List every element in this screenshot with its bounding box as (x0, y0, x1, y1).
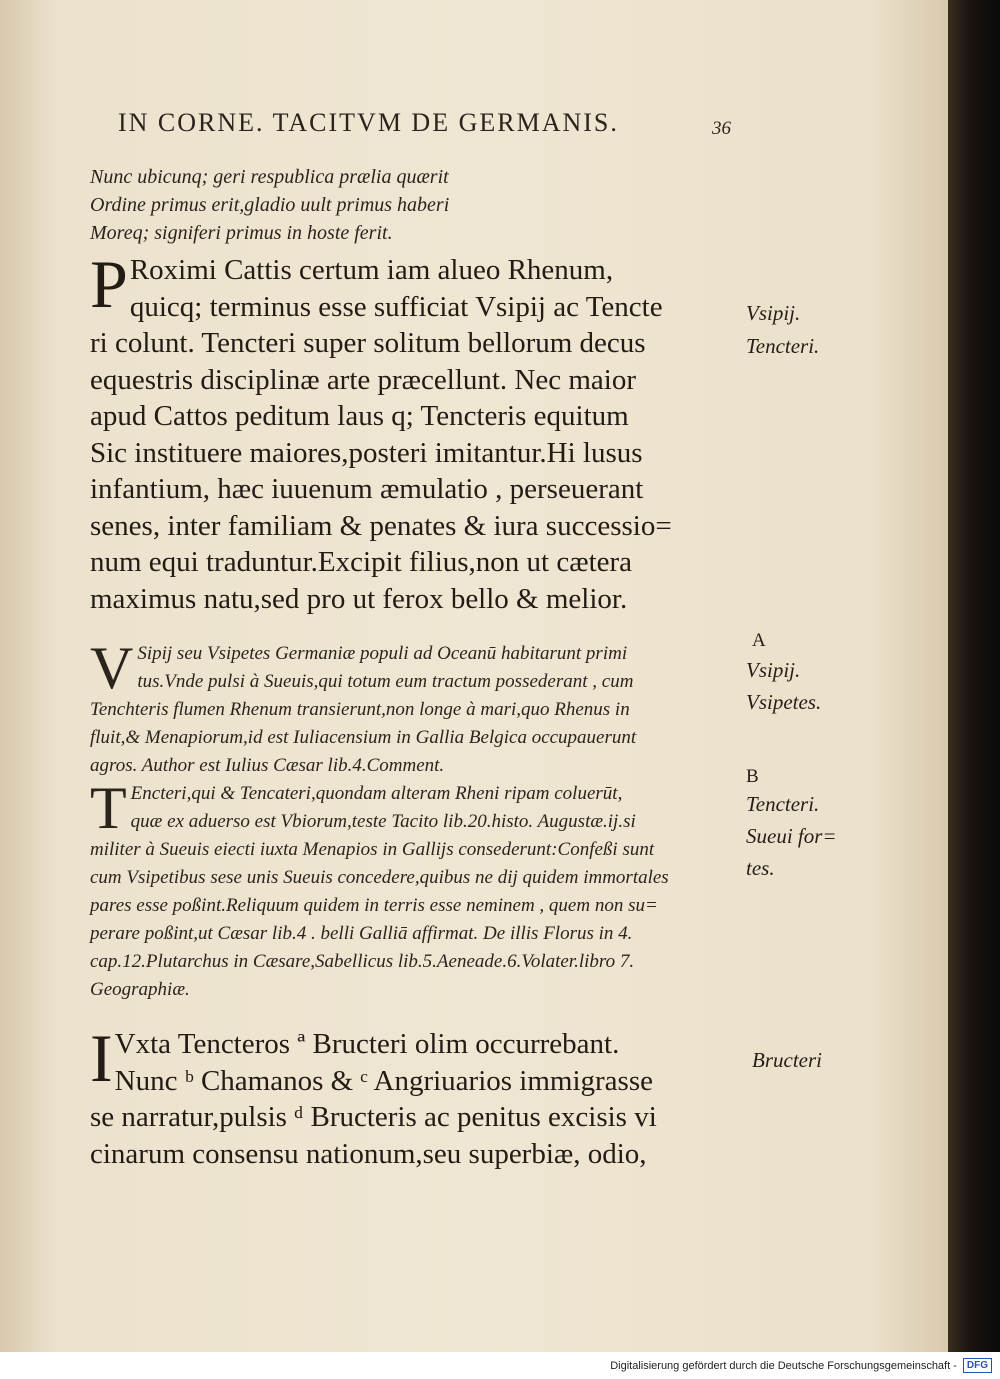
book-spine (948, 0, 1000, 1352)
page-header (118, 108, 738, 138)
verse-line: Ordine primus erit,gladio uult primus haberi (90, 194, 450, 216)
text-line: cap.12.Plutarchus in Cæsare,Sabellicus lib.5.Aeneade.6.Volater.libro 7. (90, 951, 635, 972)
text-line: tus.Vnde pulsi à Sueuis,qui totum eum tractum possederant , cum (137, 671, 634, 692)
text-line: maximus natu,sed pro ut ferox bello & melior. (90, 582, 628, 615)
drop-initial: P (90, 246, 128, 322)
commentary-tencteri (90, 775, 740, 1004)
text-line: se narratur,pulsis ᵈ Bructeris ac penitus excisis vi (90, 1101, 657, 1133)
commentary-usipij (90, 635, 740, 780)
text-line: num equi traduntur.Excipit filius,non ut cætera (90, 546, 633, 578)
verse-line: Nunc ubicunq; geri respublica prælia quærit (90, 166, 449, 188)
text-line: senes, inter familiam & penates & iura successio= (90, 509, 672, 542)
marginal-note: tes. (746, 856, 775, 880)
folio-number: 36 (712, 118, 731, 139)
drop-initial: T (90, 775, 127, 841)
digitization-footer (0, 1352, 1000, 1379)
text-line: militer à Sueuis eiecti iuxta Menapios in Gallijs consederunt:Confeßi sunt (90, 839, 655, 860)
text-line: apud Cattos peditum laus q; Tencteris equitum (90, 400, 629, 432)
marginal-note: Vsipetes. (746, 690, 822, 714)
text-line: ri colunt. Tencteri super solitum bellorum decus (90, 327, 646, 359)
marginal-note: Sueui for= (746, 824, 837, 848)
text-line: perare poßint,ut Cæsar lib.4 . belli Galliā affirmat. De illis Florus in 4. (90, 923, 633, 944)
marginal-note: Tencteri. (746, 792, 820, 816)
marginal-note: Vsipij. (746, 301, 801, 325)
text-line: Sipij seu Vsipetes Germaniæ populi ad Oceanū habitarunt primi (137, 643, 628, 664)
text-line: infantium, hæc iuuenum æmulatio , perseuerant (90, 473, 644, 505)
marginal-note: Bructeri (752, 1048, 822, 1072)
text-line: agros. Author est Iulius Cæsar lib.4.Comment. (90, 755, 445, 776)
paragraph-proximi (90, 246, 740, 617)
text-line: cum Vsipetibus sese unis Sueuis concedere,quibus ne dij quidem immortales (90, 867, 669, 888)
text-line: Encteri,qui & Tencateri,quondam alteram Rheni ripam coluerūt, (130, 783, 623, 804)
text-line: cinarum consensu nationum,seu superbiæ, odio, (90, 1137, 647, 1170)
text-line: equestris disciplinæ arte præcellunt. Nec maior (90, 363, 637, 396)
text-line: quæ ex aduerso est Vbiorum,teste Tacito lib.20.histo. Augustæ.ij.si (130, 811, 636, 832)
paragraph-iuxta (90, 1020, 740, 1172)
text-line: Geographiæ. (90, 979, 190, 1000)
marginal-letter: A (752, 630, 766, 651)
footer-credit: Digitalisierung gefördert durch die Deutsche Forschungsgemeinschaft - (610, 1359, 957, 1372)
text-line: fluit,& Menapiorum,id est Iuliacensium in Gallia Belgica occupauerunt (90, 727, 637, 748)
marginal-note: Tencteri. (746, 334, 820, 358)
drop-initial: I (90, 1020, 113, 1096)
text-line: Vxta Tencteros ª Bructeri olim occurrebant. (114, 1028, 620, 1060)
dfg-logo: DFG (963, 1358, 992, 1373)
text-line: Roximi Cattis certum iam alueo Rhenum, (129, 254, 614, 286)
verse-line: Moreq; signiferi primus in hoste ferit. (90, 222, 393, 244)
marginal-note: Vsipij. (746, 658, 801, 682)
marginal-letter: B (746, 766, 759, 787)
text-line: pares esse poßint.Reliquum quidem in terris esse neminem , quem non su= (90, 895, 658, 916)
text-line: Tenchteris flumen Rhenum transierunt,non longe à mari,quo Rhenus in (90, 699, 630, 720)
text-line: Nunc ᵇ Chamanos & ᶜ Angriuarios immigrasse (114, 1064, 653, 1097)
text-line: quicq; terminus esse sufficiat Vsipij ac Tencte (129, 290, 663, 323)
running-head: IN CORNE. TACITVM DE GERMANIS. (118, 108, 619, 137)
verse-block (90, 163, 710, 247)
text-line: Sic instituere maiores,posteri imitantur.Hi lusus (90, 436, 643, 469)
drop-initial: V (90, 635, 134, 701)
